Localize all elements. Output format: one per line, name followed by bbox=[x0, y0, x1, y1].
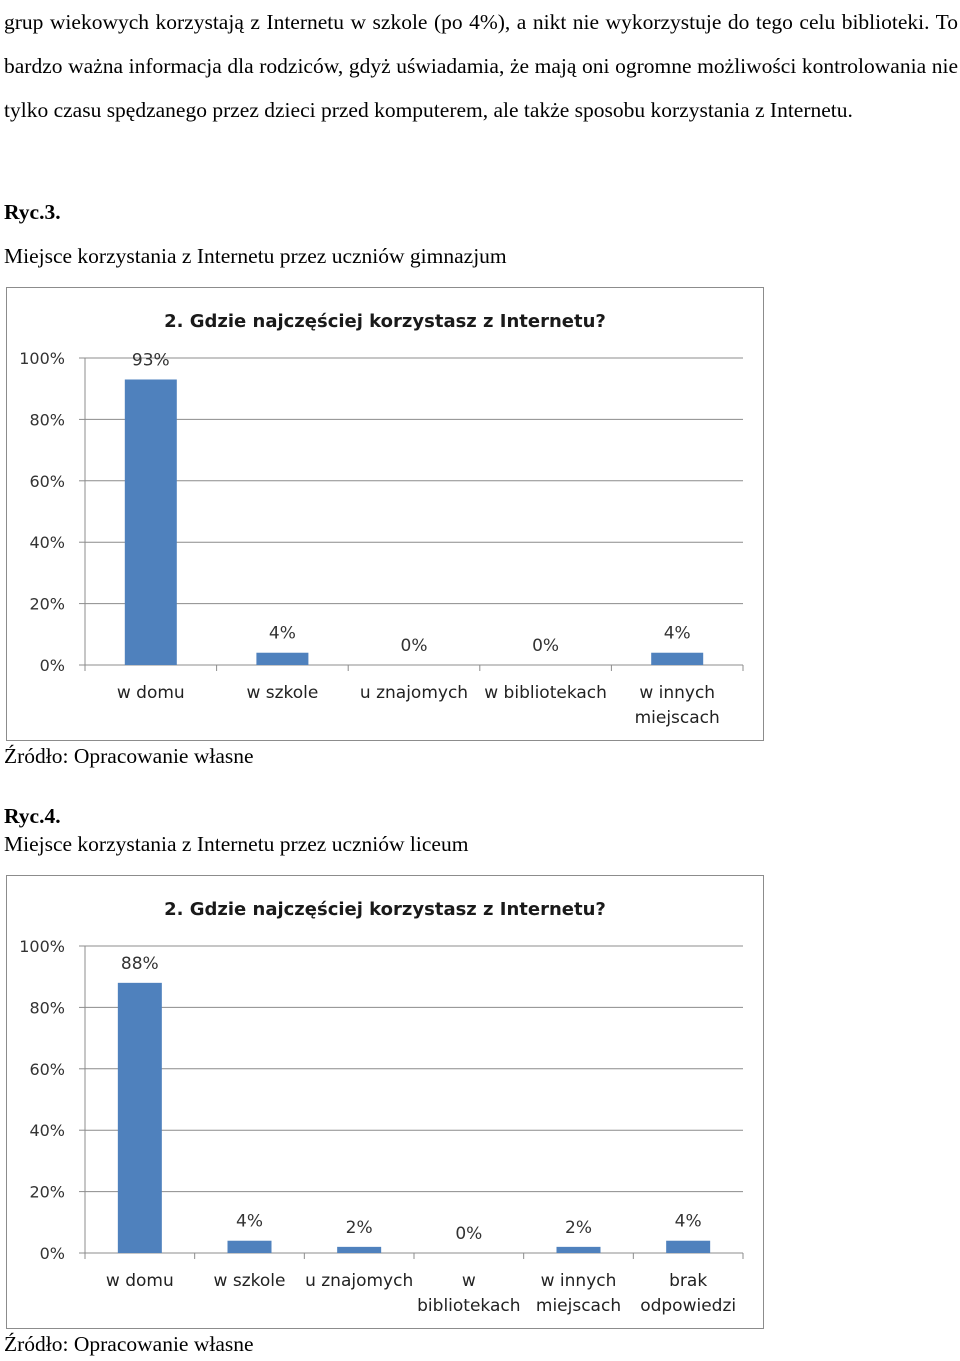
figure-3-label: Ryc.3. bbox=[4, 200, 61, 224]
y-tick-label: 100% bbox=[19, 937, 65, 956]
data-label: 88% bbox=[120, 953, 159, 974]
y-tick-label: 20% bbox=[29, 1182, 65, 1202]
x-category-label: w innych bbox=[540, 1271, 617, 1291]
y-tick-label: 80% bbox=[29, 998, 65, 1018]
bar bbox=[228, 1241, 272, 1253]
x-category-label: brak bbox=[669, 1271, 708, 1291]
y-tick-label: 80% bbox=[29, 410, 65, 430]
y-tick-label: 20% bbox=[29, 594, 65, 614]
data-label: 0% bbox=[532, 636, 560, 656]
chart-title: 2. Gdzie najczęściej korzystasz z Internetu? bbox=[164, 311, 606, 332]
chart-gimnazjum bbox=[6, 287, 764, 741]
data-label: 93% bbox=[131, 350, 170, 371]
bar bbox=[125, 379, 177, 665]
data-label: 4% bbox=[663, 623, 691, 644]
figure-4-source: Źródło: Opracowanie własne bbox=[4, 1332, 254, 1356]
chart-liceum-svg bbox=[7, 876, 763, 1328]
figure-3-source: Źródło: Opracowanie własne bbox=[4, 744, 254, 768]
chart-gimnazjum-svg bbox=[7, 288, 763, 740]
x-category-label: bibliotekach bbox=[417, 1296, 521, 1316]
y-tick-label: 60% bbox=[29, 471, 65, 491]
y-tick-label: 0% bbox=[39, 1244, 65, 1263]
x-category-label: w domu bbox=[105, 1271, 174, 1291]
x-category-label: miejscach bbox=[634, 708, 720, 728]
data-label: 2% bbox=[565, 1217, 592, 1238]
bar bbox=[557, 1247, 601, 1253]
figure-3-caption: Miejsce korzystania z Internetu przez uczniów gimnazjum bbox=[4, 244, 507, 268]
x-category-label: w szkole bbox=[246, 683, 319, 703]
data-label: 4% bbox=[268, 623, 296, 644]
bar bbox=[337, 1247, 381, 1253]
y-tick-label: 40% bbox=[29, 1121, 65, 1141]
y-tick-label: 100% bbox=[19, 349, 65, 368]
x-category-label: u znajomych bbox=[359, 683, 469, 703]
bar bbox=[666, 1241, 710, 1253]
x-category-label: w bibliotekach bbox=[484, 683, 607, 703]
data-label: 4% bbox=[236, 1211, 263, 1232]
figure-4-label: Ryc.4. bbox=[4, 804, 61, 828]
x-category-label: w domu bbox=[116, 683, 185, 703]
y-tick-label: 40% bbox=[29, 533, 65, 553]
data-label: 4% bbox=[674, 1211, 702, 1232]
bar bbox=[118, 983, 162, 1253]
bar bbox=[651, 653, 703, 665]
x-category-label: w bbox=[461, 1271, 476, 1291]
data-label: 0% bbox=[400, 636, 428, 656]
x-category-label: u znajomych bbox=[305, 1271, 414, 1291]
x-category-label: miejscach bbox=[535, 1296, 622, 1316]
figure-4-caption: Miejsce korzystania z Internetu przez uczniów liceum bbox=[4, 832, 469, 856]
x-category-label: w innych bbox=[639, 683, 716, 703]
data-label: 0% bbox=[455, 1224, 483, 1244]
bar bbox=[256, 653, 308, 665]
y-tick-label: 60% bbox=[29, 1059, 65, 1079]
data-label: 2% bbox=[345, 1217, 373, 1238]
chart-liceum bbox=[6, 875, 764, 1329]
y-tick-label: 0% bbox=[39, 656, 65, 675]
x-category-label: odpowiedzi bbox=[640, 1296, 737, 1316]
chart-title: 2. Gdzie najczęściej korzystasz z Internetu? bbox=[164, 899, 606, 920]
x-category-label: w szkole bbox=[213, 1271, 286, 1291]
body-paragraph: grup wiekowych korzystają z Internetu w szkole (po 4%), a nikt nie wykorzystuje do tego celu biblioteki. To bardzo ważna informacja dla rodziców, gdyż uświadamia, że mają oni ogromne możliwości kontrolowania nie tylko czasu spędzanego przez dzieci przed komputerem, ale także sposobu korzystania z Internetu. bbox=[4, 10, 958, 122]
